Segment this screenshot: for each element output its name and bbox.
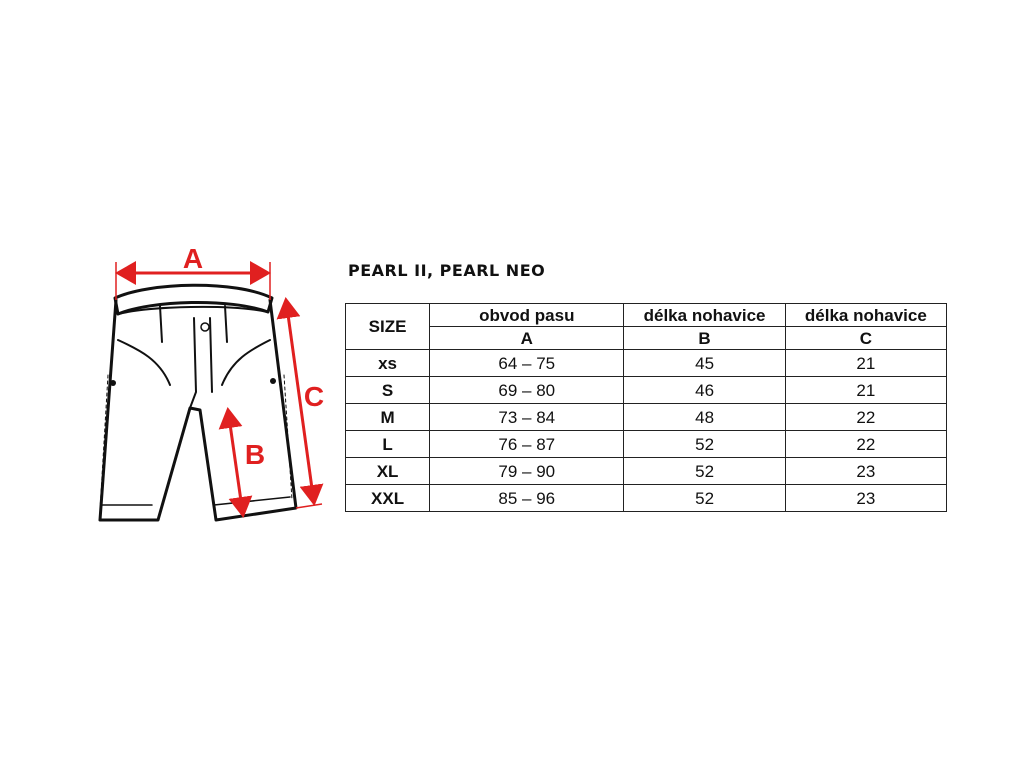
table-row [346,458,947,485]
inseam-measure-arrow [228,410,243,515]
length-b-cell: 48 [624,404,785,431]
column-header-length-b: délka nohavice [624,304,785,327]
waist-cell: 64 – 75 [430,350,624,377]
length-b-cell: 52 [624,431,785,458]
length-b-cell: 52 [624,485,785,512]
column-code-b: B [624,327,785,350]
waist-cell: 85 – 96 [430,485,624,512]
label-c: C [303,381,325,412]
length-c-cell: 23 [785,458,946,485]
product-title: PEARL II, PEARL NEO [348,261,546,280]
waist-cell: 69 – 80 [430,377,624,404]
length-c-cell: 21 [785,350,946,377]
header-row [346,304,947,327]
column-code-c: C [785,327,946,350]
size-cell: L [346,431,430,458]
outseam-guide-bottom [296,504,322,508]
size-chart-table [345,303,947,512]
rivet-left-icon [110,380,116,386]
length-b-cell: 45 [624,350,785,377]
size-header: SIZE [346,304,430,350]
header-code-row [346,327,947,350]
rivet-right-icon [270,378,276,384]
length-b-cell: 52 [624,458,785,485]
length-b-cell: 46 [624,377,785,404]
length-c-cell: 21 [785,377,946,404]
table-row [346,431,947,458]
table-row [346,377,947,404]
column-header-waist: obvod pasu [430,304,624,327]
waist-cell: 79 – 90 [430,458,624,485]
size-cell: S [346,377,430,404]
shorts-outline-icon [100,285,296,520]
length-c-cell: 22 [785,404,946,431]
waist-cell: 73 – 84 [430,404,624,431]
button-icon [201,323,209,331]
label-b: B [244,439,266,470]
column-header-length-c: délka nohavice [785,304,946,327]
size-cell: XL [346,458,430,485]
table-row [346,350,947,377]
table-row [346,404,947,431]
size-cell: M [346,404,430,431]
table-row [346,485,947,512]
size-cell: xs [346,350,430,377]
length-c-cell: 22 [785,431,946,458]
waist-cell: 76 – 87 [430,431,624,458]
shorts-measurement-diagram [0,0,340,768]
column-code-a: A [430,327,624,350]
label-a: A [182,243,204,274]
length-c-cell: 23 [785,485,946,512]
size-cell: XXL [346,485,430,512]
